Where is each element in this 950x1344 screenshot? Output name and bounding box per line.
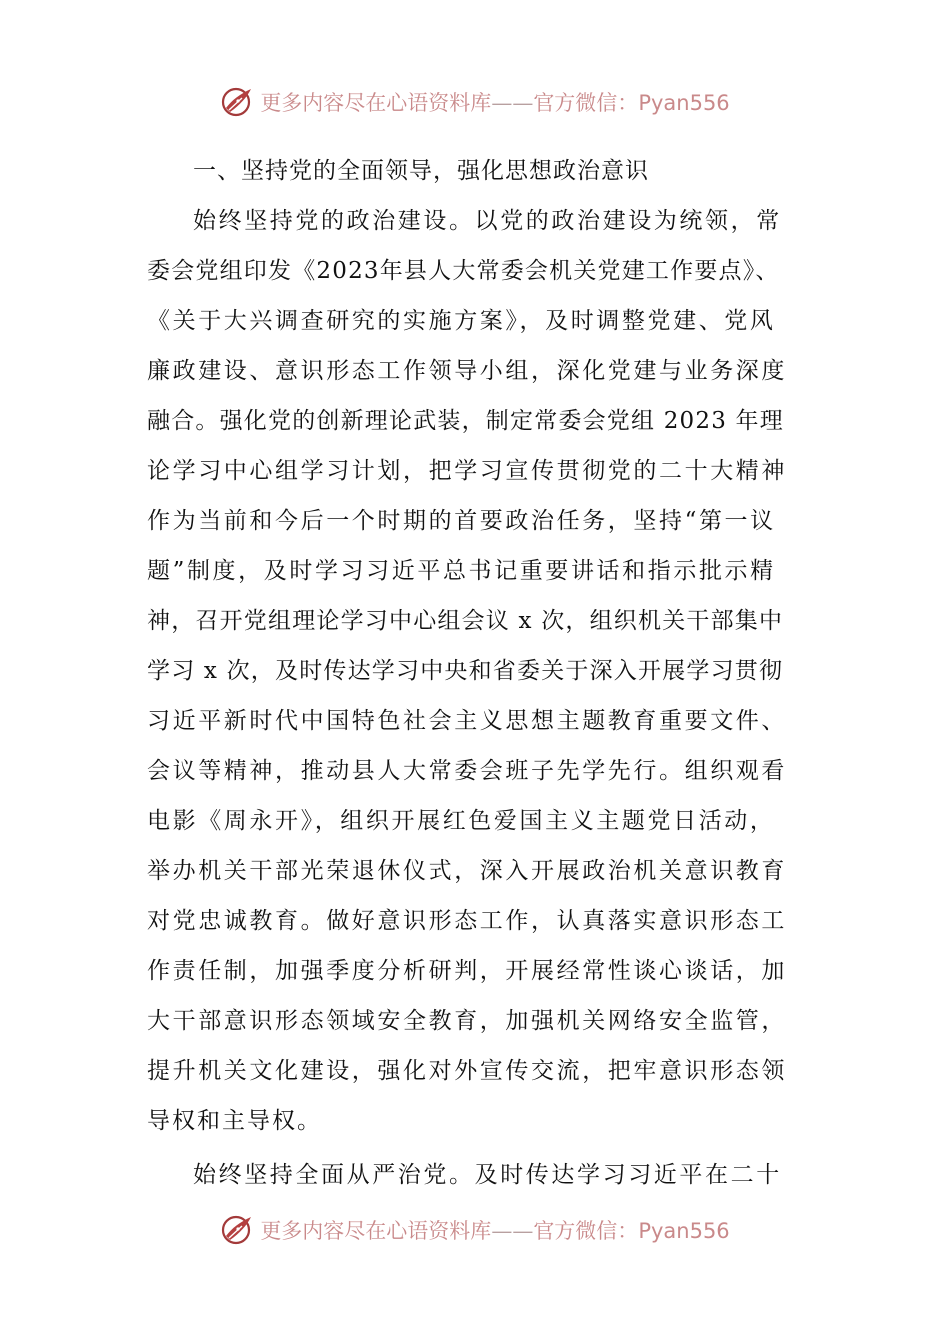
paragraph-line: 《关于大兴调查研究的实施方案》，及时调整党建、党风 <box>147 308 776 334</box>
paragraph-line: 题”制度，及时学习习近平总书记重要讲话和指示批示精 <box>147 558 776 584</box>
watermark-separator: —— <box>491 91 534 115</box>
paragraph-line: 学习 x 次，及时传达学习中央和省委关于深入开展学习贯彻 <box>147 658 784 684</box>
paragraph-line: 作为当前和今后一个时期的首要政治任务，坚持“第一议 <box>147 508 776 534</box>
watermark-banner-top <box>0 82 950 122</box>
paragraph-line: 融合。强化党的创新理论武装，制定常委会党组 2023 年理 <box>147 408 784 434</box>
pen-nib-icon <box>220 84 256 120</box>
paragraph-line: 电影《周永开》，组织开展红色爱国主义主题党日活动， <box>147 808 776 834</box>
document-body <box>147 146 807 1200</box>
paragraph-line: 始终坚持党的政治建设。以党的政治建设为统领，常 <box>193 208 782 234</box>
paragraph-line: 作责任制，加强季度分析研判，开展经常性谈心谈话，加 <box>147 958 787 984</box>
paragraph-line: 导权和主导权。 <box>147 1108 322 1134</box>
paragraph-1 <box>147 196 807 1146</box>
paragraph-line: 举办机关干部光荣退休仪式，深入开展政治机关意识教育 <box>147 858 787 884</box>
watermark-text-cn: 更多内容尽在心语资料库 <box>260 91 492 115</box>
watermark-label: 官方微信： <box>533 91 639 115</box>
watermark-text <box>260 87 729 117</box>
watermark-separator: —— <box>491 1219 534 1243</box>
paragraph-line: 始终坚持全面从严治党。及时传达学习习近平在二十 <box>193 1162 782 1188</box>
paragraph-line: 论学习中心组学习计划，把学习宣传贯彻党的二十大精神 <box>147 458 787 484</box>
watermark-wechat-id: Pyan556 <box>638 91 730 115</box>
watermark-label: 官方微信： <box>533 1219 639 1243</box>
section-heading: 一、坚持党的全面领导，强化思想政治意识 <box>193 158 649 184</box>
paragraph-line: 会议等精神，推动县人大常委会班子先学先行。组织观看 <box>147 758 787 784</box>
paragraph-line: 神，召开党组理论学习中心组会议 x 次，组织机关干部集中 <box>147 608 784 634</box>
paragraph-line: 委会党组印发《2023年县人大常委会机关党建工作要点》、 <box>147 258 780 284</box>
paragraph-2 <box>147 1150 807 1200</box>
watermark-text-cn: 更多内容尽在心语资料库 <box>260 1219 492 1243</box>
paragraph-line: 大干部意识形态领域安全教育，加强机关网络安全监管， <box>147 1008 787 1034</box>
pen-nib-icon <box>220 1212 256 1248</box>
paragraph-line: 习近平新时代中国特色社会主义思想主题教育重要文件、 <box>147 708 787 734</box>
watermark-text <box>260 1215 729 1245</box>
watermark-wechat-id: Pyan556 <box>638 1219 730 1243</box>
paragraph-line: 廉政建设、意识形态工作领导小组，深化党建与业务深度 <box>147 358 787 384</box>
paragraph-line: 对党忠诚教育。做好意识形态工作，认真落实意识形态工 <box>147 908 787 934</box>
watermark-banner-bottom <box>0 1210 950 1250</box>
paragraph-line: 提升机关文化建设，强化对外宣传交流，把牢意识形态领 <box>147 1058 787 1084</box>
